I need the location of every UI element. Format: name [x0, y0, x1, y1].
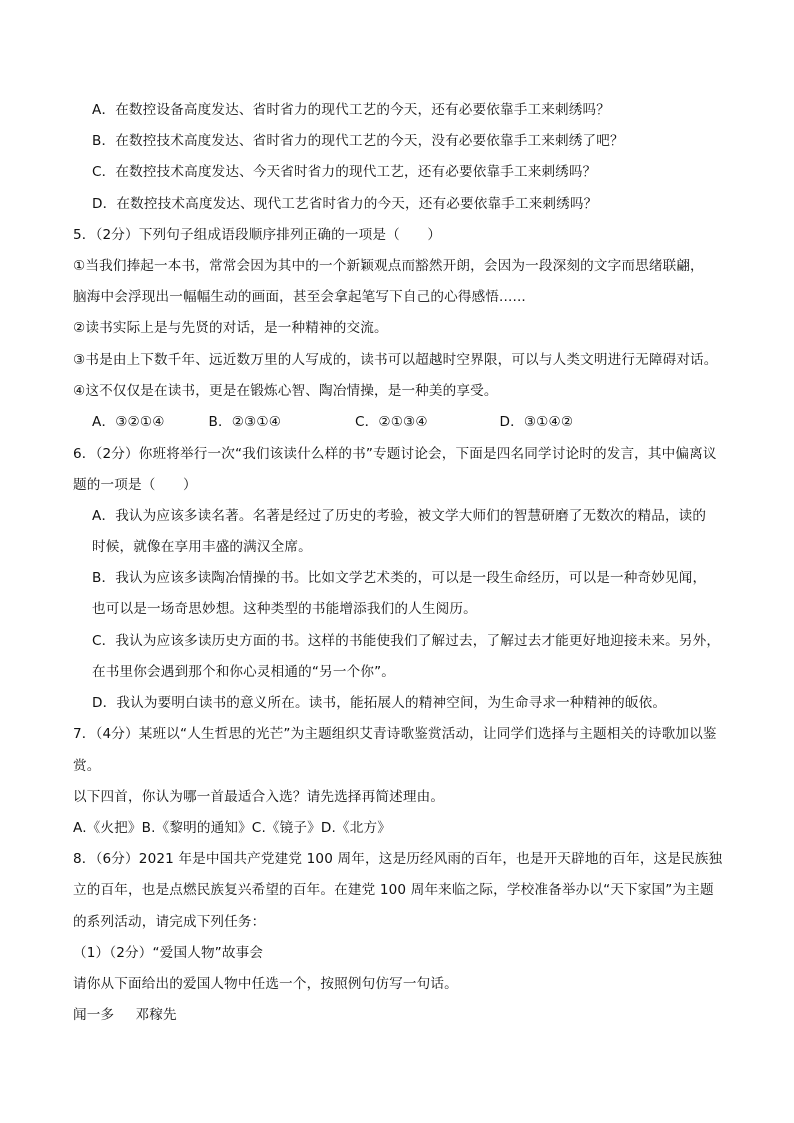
q5-sentence-1-cont: 脑海中会浮现出一幅幅生动的画面，甚至会拿起笔写下自己的心得感悟......	[73, 289, 526, 305]
q6-option-a: A．我认为应该多读名著。名著是经过了历史的考验，被文学大师们的智慧研磨了无数次的精品，读的	[92, 508, 707, 524]
q6-option-c: C．我认为应该多读历史方面的书。这样的书能使我们了解过去，了解过去才能更好地迎接未来。另外，	[92, 633, 721, 649]
q5-option-a: A．③②①④	[92, 414, 165, 430]
q8-names	[73, 1005, 177, 1025]
q7-stem-line-1: 7．（4分）某班以“人生哲思的光芒”为主题组织艾青诗歌鉴赏活动，让同学们选择与主题相关的诗歌加以鉴	[73, 726, 717, 742]
q8-instruction: 请你从下面给出的爱国人物中任选一个，按照例句仿写一句话。	[73, 976, 458, 992]
q5-option-c: C．②①③④	[354, 414, 428, 430]
q4-option-a: A．在数控设备高度发达、省时省力的现代工艺的今天，还有必要依靠手工来刺绣吗？	[92, 102, 610, 118]
q5-stem: 5．（2分）下列句子组成语段顺序排列正确的一项是（ ）	[73, 227, 442, 243]
q4-option-d: D．在数控技术高度发达、现代工艺省时省力的今天，还有必要依靠手工来刺绣吗？	[92, 196, 598, 212]
q4-option-b: B．在数控技术高度发达、省时省力的现代工艺的今天，没有必要依靠手工来刺绣了吧？	[92, 133, 624, 149]
q8-subtask-1: （1）（2分）“爱国人物”故事会	[73, 945, 264, 961]
q5-option-d: D．③①④②	[499, 414, 574, 430]
q6-option-a-cont: 时候，就像在享用丰盛的满汉全席。	[92, 539, 312, 555]
q6-option-d: D．我认为要明白读书的意义所在。读书，能拓展人的精神空间，为生命寻求一种精神的皈依。	[92, 695, 667, 711]
q5-sentence-2: ②读书实际上是与先贤的对话，是一种精神的交流。	[73, 320, 388, 336]
q5-option-b: B．②③①④	[208, 414, 282, 430]
q8-stem-line-1: 8．（6分）2021 年是中国共产党建党 100 周年，这是历经风雨的百年，也是开天辟地的百年，这是民族独	[73, 851, 723, 867]
q8-name-1: 闻一多	[73, 1007, 115, 1023]
q8-name-2: 邓稼先	[135, 1007, 177, 1023]
q7-stem-line-2: 赏。	[73, 758, 101, 774]
q6-option-b-cont: 也可以是一场奇思妙想。这种类型的书能增添我们的人生阅历。	[92, 601, 477, 617]
q6-stem-line-1: 6．（2分）你班将举行一次“我们该读什么样的书”专题讨论会，下面是四名同学讨论时的发言，其中偏离议	[73, 446, 717, 462]
q6-option-b: B．我认为应该多读陶冶情操的书。比如文学艺术类的，可以是一段生命经历，可以是一种奇妙见闻，	[92, 570, 707, 586]
q7-options: A.《火把》B.《黎明的通知》C.《镜子》D.《北方》	[73, 820, 391, 836]
q8-stem-line-2: 立的百年，也是点燃民族复兴希望的百年。在建党 100 周年来临之际，学校准备举办以“天下家国”为主题	[73, 882, 714, 898]
q6-option-c-cont: 在书里你会遇到那个和你心灵相通的“另一个你”。	[92, 664, 396, 680]
q5-sentence-1: ①当我们捧起一本书，常常会因为其中的一个新颖观点而豁然开朗，会因为一段深刻的文字而思绪联翩，	[73, 258, 704, 274]
q5-sentence-4: ④这不仅仅是在读书，更是在锻炼心智、陶冶情操，是一种美的享受。	[73, 383, 498, 399]
q5-options	[92, 412, 573, 432]
q7-prompt: 以下四首，你认为哪一首最适合入选？请先选择再简述理由。	[73, 789, 445, 805]
q6-stem-line-2: 题的一项是（ ）	[73, 477, 197, 493]
q5-sentence-3: ③书是由上下数千年、远近数万里的人写成的，读书可以超越时空界限，可以与人类文明进行无障碍对话。	[73, 352, 718, 368]
q8-stem-line-3: 的系列活动，请完成下列任务：	[73, 914, 266, 930]
q4-option-c: C．在数控技术高度发达、今天省时省力的现代工艺，还有必要依靠手工来刺绣吗？	[92, 164, 597, 180]
